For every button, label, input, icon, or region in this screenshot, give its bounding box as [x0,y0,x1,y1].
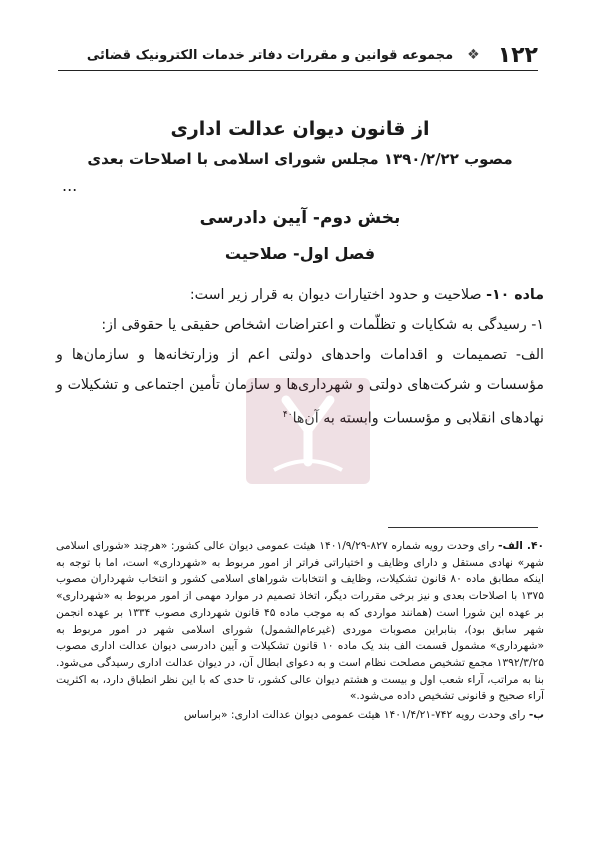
clause-a-text: الف- تصمیمات و اقدامات واحدهای دولتی اعم از وزارتخانه‌ها و سازمان‌ها و مؤسسات و شرکت‌های دولتی و شهرداری‌ها و سازمان تأمین اجتماعی و تشکیلات و نهادهای انقلابی و مؤسسات وابسته به آن‌ها [56,347,544,427]
law-title: از قانون دیوان عدالت اداری [170,118,430,140]
law-subtitle: مصوب ۱۳۹۰/۲/۲۲ مجلس شورای اسلامی با اصلاحات بعدی [87,150,513,168]
book-title: مجموعه قوانین و مقررات دفاتر خدمات الکترونیک قضائی [86,47,454,63]
footnote-b [56,707,544,724]
article-body [56,280,544,434]
ornament-icon: ❖ [467,47,480,63]
article-intro [56,280,544,310]
footnote-reference[interactable]: ۴۰ [282,410,293,420]
footnote-40 [56,538,544,705]
page-number: ۱۲۲ [497,42,538,68]
article-number: ماده ۱۰- [486,287,544,303]
footnote-separator [388,527,538,528]
footnote-40-label: ۴۰. الف- [498,539,545,552]
article-intro-text: صلاحیت و حدود اختیارات دیوان به قرار زیر است: [189,287,482,303]
footnotes [56,538,544,726]
footnote-b-label: ب- [528,708,544,722]
clause-a [56,340,544,434]
omission-ellipsis: ... [62,176,78,195]
clause-1: ۱- رسیدگی به شکایات و تظلّمات و اعتراضات اشخاص حقیقی یا حقوقی از: [101,317,544,333]
chapter-heading: فصل اول- صلاحیت [224,244,376,263]
footnote-40-text: رای وحدت رویه شماره ۸۲۷-۱۴۰۱/۹/۲۹ هیئت عمومی دیوان عالی کشور: «هرچند «شورای اسلامی شهر» نهادی مستقل و دارای وظایف و اختیاراتی فراتر از امور مربوط به «شهرداری» است، اما با توجه به اینکه مطابق ماده ۸۰ قانون تشکیلات، وظایف و انتخابات شوراهای اسلامی کشور و انتخاب شهرداران مصوب ۱۳۷۵ با اصلاحات بعدی و نیز برخی مقررات دیگر، اتخاذ تصمیم در موارد مهمی از امور مربوط به «شهرداری» بر عهده این شورا است (همانند مواردی که به موجب ماده ۴۵ قانون شهرداری مصوب ۱۳۳۴ بر عهده انجمن شهر سابق بود)، بنابراین مصوبات موردی (غیرعام‌الشمول) شورای اسلامی شهر در امور مربوط به «شهرداری» مشمول قسمت الف بند یک ماده ۱۰ قانون تشکیلات و آیین دادرسی دیوان عدالت اداری مصوب ۱۳۹۲/۳/۲۵ مجمع تشخیص مصلحت نظام است و به دعوای ابطال آن، در دیوان عدالت اداری رسیدگی می‌شود. بنا به مراتب، آراء شعب اول و بیست و هشتم دیوان عالی کشور، تا حدی که با این نظر انطباق دارد، به اکثریت آراء صحیح و قانونی تشخیص داده می‌شود.» [56,539,544,703]
footnote-b-text: رای وحدت رویه ۷۴۲-۱۴۰۱/۴/۲۱ هیئت عمومی دیوان عدالت اداری: «براساس [183,708,526,722]
part-heading: بخش دوم- آیین دادرسی [199,208,401,228]
running-header [58,40,538,71]
